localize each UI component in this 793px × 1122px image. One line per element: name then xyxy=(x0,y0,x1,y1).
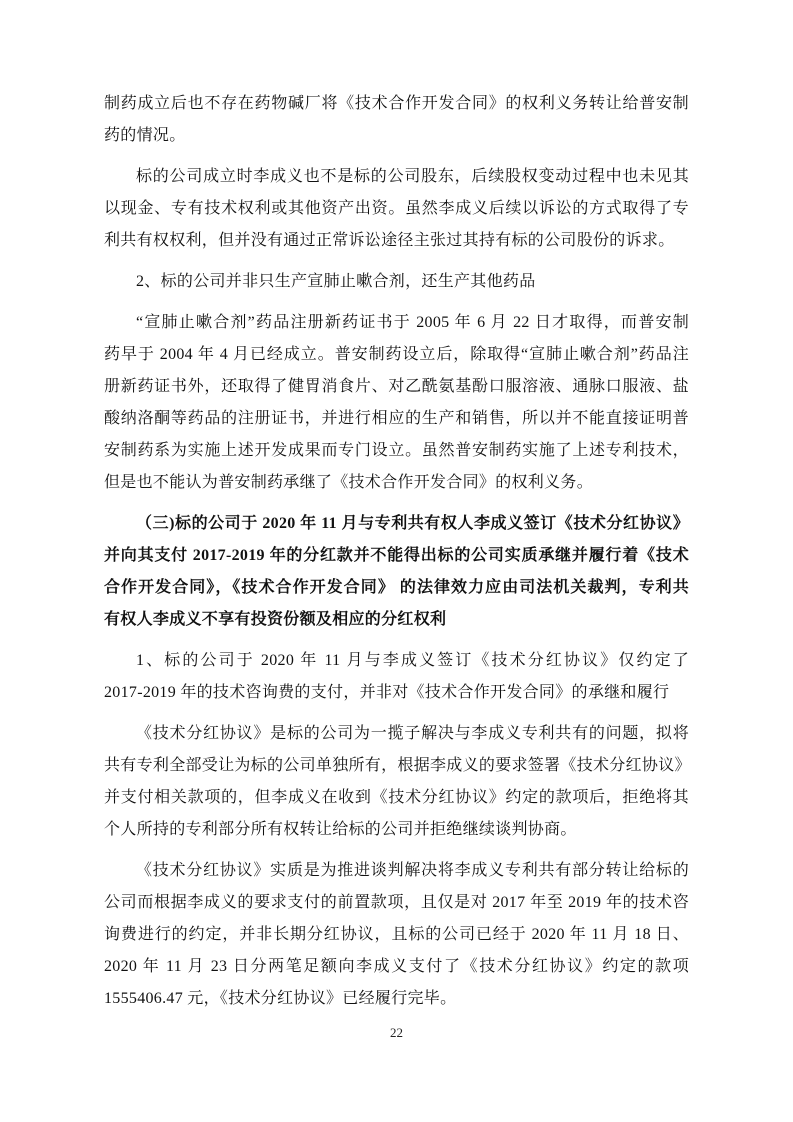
text-line: 《技术分红协议》是标的公司为一揽子解决与李成义专利共有的问题，拟将 xyxy=(136,725,689,742)
paragraph xyxy=(104,855,689,1015)
paragraph xyxy=(104,718,689,846)
page-footer xyxy=(0,1024,793,1042)
paragraph xyxy=(104,161,689,257)
text-line: 2020 年 11 月 23 日分两笔足额向李成义支付了《技术分红协议》约定的款项 xyxy=(104,958,689,975)
text-line: 但是也不能认为普安制药承继了《技术合作开发合同》的权利义务。 xyxy=(104,474,594,491)
text-line: （三)标的公司于 2020 年 11 月与专利共有权人李成义签订《技术分红协议》 xyxy=(136,515,689,532)
paragraph xyxy=(104,307,689,499)
text-line: 1、标的公司于 2020 年 11 月与李成义签订《技术分红协议》仅约定了 xyxy=(136,652,689,669)
text-line: 册新药证书外，还取得了健胃消食片、对乙酰氨基酚口服溶液、通脉口服液、盐 xyxy=(104,378,689,395)
sub-heading xyxy=(104,266,689,298)
text-line: 安制药系为实施上述开发成果而专门设立。虽然普安制药实施了上述专利技术， xyxy=(104,442,689,459)
text-line: 1555406.47 元，《技术分红协议》已经履行完毕。 xyxy=(104,990,457,1007)
text-line: 2、标的公司并非只生产宣肺止嗽合剂，还生产其他药品 xyxy=(136,273,536,290)
text-line: 并支付相关款项的，但李成义在收到《技术分红协议》约定的款项后，拒绝将其 xyxy=(104,789,689,806)
text-line: 合作开发合同》，《技术合作开发合同》 的法律效力应由司法机关裁判，专利共 xyxy=(104,579,689,596)
text-line: 询费进行的约定，并非长期分红协议，且标的公司已经于 2020 年 11 月 18 日、 xyxy=(104,926,689,943)
text-line: 制药成立后也不存在药物碱厂将《技术合作开发合同》的权利义务转让给普安制 xyxy=(104,95,689,112)
text-line: 标的公司成立时李成义也不是标的公司股东，后续股权变动过程中也未见其 xyxy=(136,168,689,185)
text-line: 个人所持的专利部分所有权转让给标的公司并拒绝继续谈判协商。 xyxy=(104,821,577,838)
section-heading xyxy=(104,508,689,636)
text-line: 药的情况。 xyxy=(104,127,186,144)
text-line: 以现金、专有技术权利或其他资产出资。虽然李成义后续以诉讼的方式取得了专 xyxy=(104,200,689,217)
paragraph xyxy=(104,88,689,152)
text-line: 有权人李成义不享有投资份额及相应的分红权利 xyxy=(104,611,447,628)
text-line: 并向其支付 2017-2019 年的分红款并不能得出标的公司实质承继并履行着《技术 xyxy=(104,547,689,564)
text-line: 公司而根据李成义的要求支付的前置款项，且仅是对 2017 年至 2019 年的技术咨 xyxy=(104,894,689,911)
text-line: 酸纳洛酮等药品的注册证书，并进行相应的生产和销售，所以并不能直接证明普 xyxy=(104,410,689,427)
text-line: 利共有权权利，但并没有通过正常诉讼途径主张过其持有标的公司股份的诉求。 xyxy=(104,232,675,249)
text-line: 药早于 2004 年 4 月已经成立。普安制药设立后，除取得“宣肺止嗽合剂”药品注 xyxy=(104,346,689,363)
text-line: “宣肺止嗽合剂”药品注册新药证书于 2005 年 6 月 22 日才取得，而普安制 xyxy=(136,314,689,331)
paragraph xyxy=(104,645,689,709)
document-body xyxy=(104,88,689,1024)
page-number: 22 xyxy=(390,1025,403,1040)
text-line: 2017-2019 年的技术咨询费的支付，并非对《技术合作开发合同》的承继和履行 xyxy=(104,684,670,701)
text-line: 共有专利全部受让为标的公司单独所有，根据李成义的要求签署《技术分红协议》 xyxy=(104,757,691,774)
text-line: 《技术分红协议》实质是为推进谈判解决将李成义专利共有部分转让给标的 xyxy=(136,862,689,879)
